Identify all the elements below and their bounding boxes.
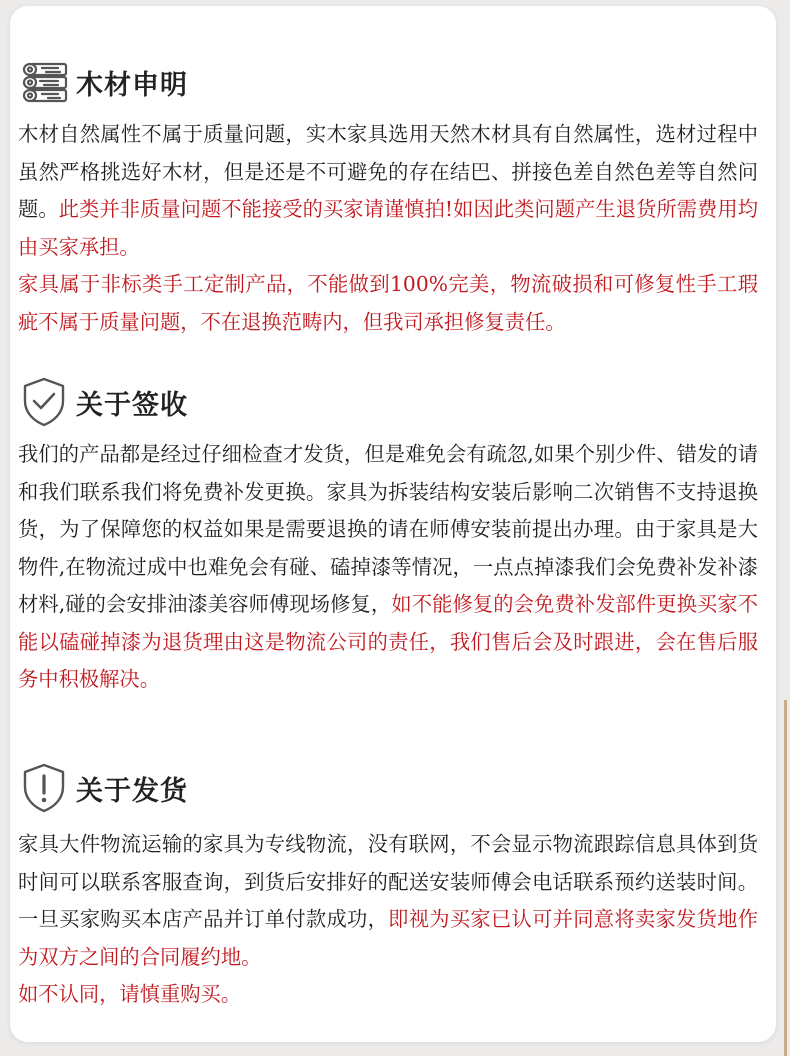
section-header bbox=[18, 54, 758, 110]
paragraph-warning-text: 即视为买家已认可并同意将卖家发货地作为双方之间的合同履约地。 bbox=[18, 907, 758, 969]
section-title: 木材申明 bbox=[76, 69, 188, 101]
section-shipping bbox=[18, 760, 758, 1014]
section-receipt bbox=[18, 374, 758, 699]
accent-line bbox=[784, 700, 787, 1056]
section-title: 关于签收 bbox=[76, 389, 188, 421]
paragraph bbox=[18, 436, 758, 699]
shield-check-icon bbox=[18, 376, 70, 428]
paragraph bbox=[18, 826, 758, 976]
paragraph bbox=[18, 266, 758, 341]
paragraph-warning-text: 如不认同，请慎重购买。 bbox=[18, 982, 242, 1006]
section-header bbox=[18, 374, 758, 430]
wood-logs-icon bbox=[18, 56, 70, 108]
paragraph-text: 我们的产品都是经过仔细检查才发货，但是难免会有疏忽,如果个别少件、错发的请和我们联系我们将免费补发更换。家具为拆装结构安装后影响二次销售不支持退换货，为了保障您的权益如果是需要退换的请在师傅安装前提出办理。由于家具是大物件,在物流过成中也难免会有碰、磕掉漆等情况，一点点掉漆我们会免费补发补漆材料,碰的会安排油漆美容师傅现场修复， bbox=[18, 442, 758, 616]
paragraph bbox=[18, 116, 758, 266]
shield-exclamation-icon bbox=[18, 762, 70, 814]
section-wood-statement bbox=[18, 54, 758, 341]
paragraph-text: 木材自然属性不属于质量问题，实木家具选用天然木材具有自然属性，选材过程中虽然严格挑选好木材，但是还是不可避免的存在结巴、拼接色差自然色差等自然问题。 bbox=[18, 122, 758, 221]
paragraph bbox=[18, 976, 758, 1014]
paragraph-warning-text: 家具属于非标类手工定制产品，不能做到100%完美，物流破损和可修复性手工瑕疵不属于质量问题，不在退换范畴内，但我司承担修复责任。 bbox=[18, 272, 758, 334]
section-header bbox=[18, 760, 758, 816]
paragraph-text: 家具大件物流运输的家具为专线物流，没有联网，不会显示物流跟踪信息具体到货时间可以联系客服查询，到货后安排好的配送安装师傅会电话联系预约送装时间。一旦买家购买本店产品并订单付款成功， bbox=[18, 832, 758, 931]
paragraph-warning-text: 如不能修复的会免费补发部件更换买家不能以磕碰掉漆为退货理由这是物流公司的责任，我们售后会及时跟进，会在售后服务中积极解决。 bbox=[18, 592, 758, 691]
section-title: 关于发货 bbox=[76, 775, 188, 807]
paragraph-warning-text: 此类并非质量问题不能接受的买家请谨慎拍!如因此类问题产生退货所需费用均由买家承担。 bbox=[18, 197, 758, 259]
